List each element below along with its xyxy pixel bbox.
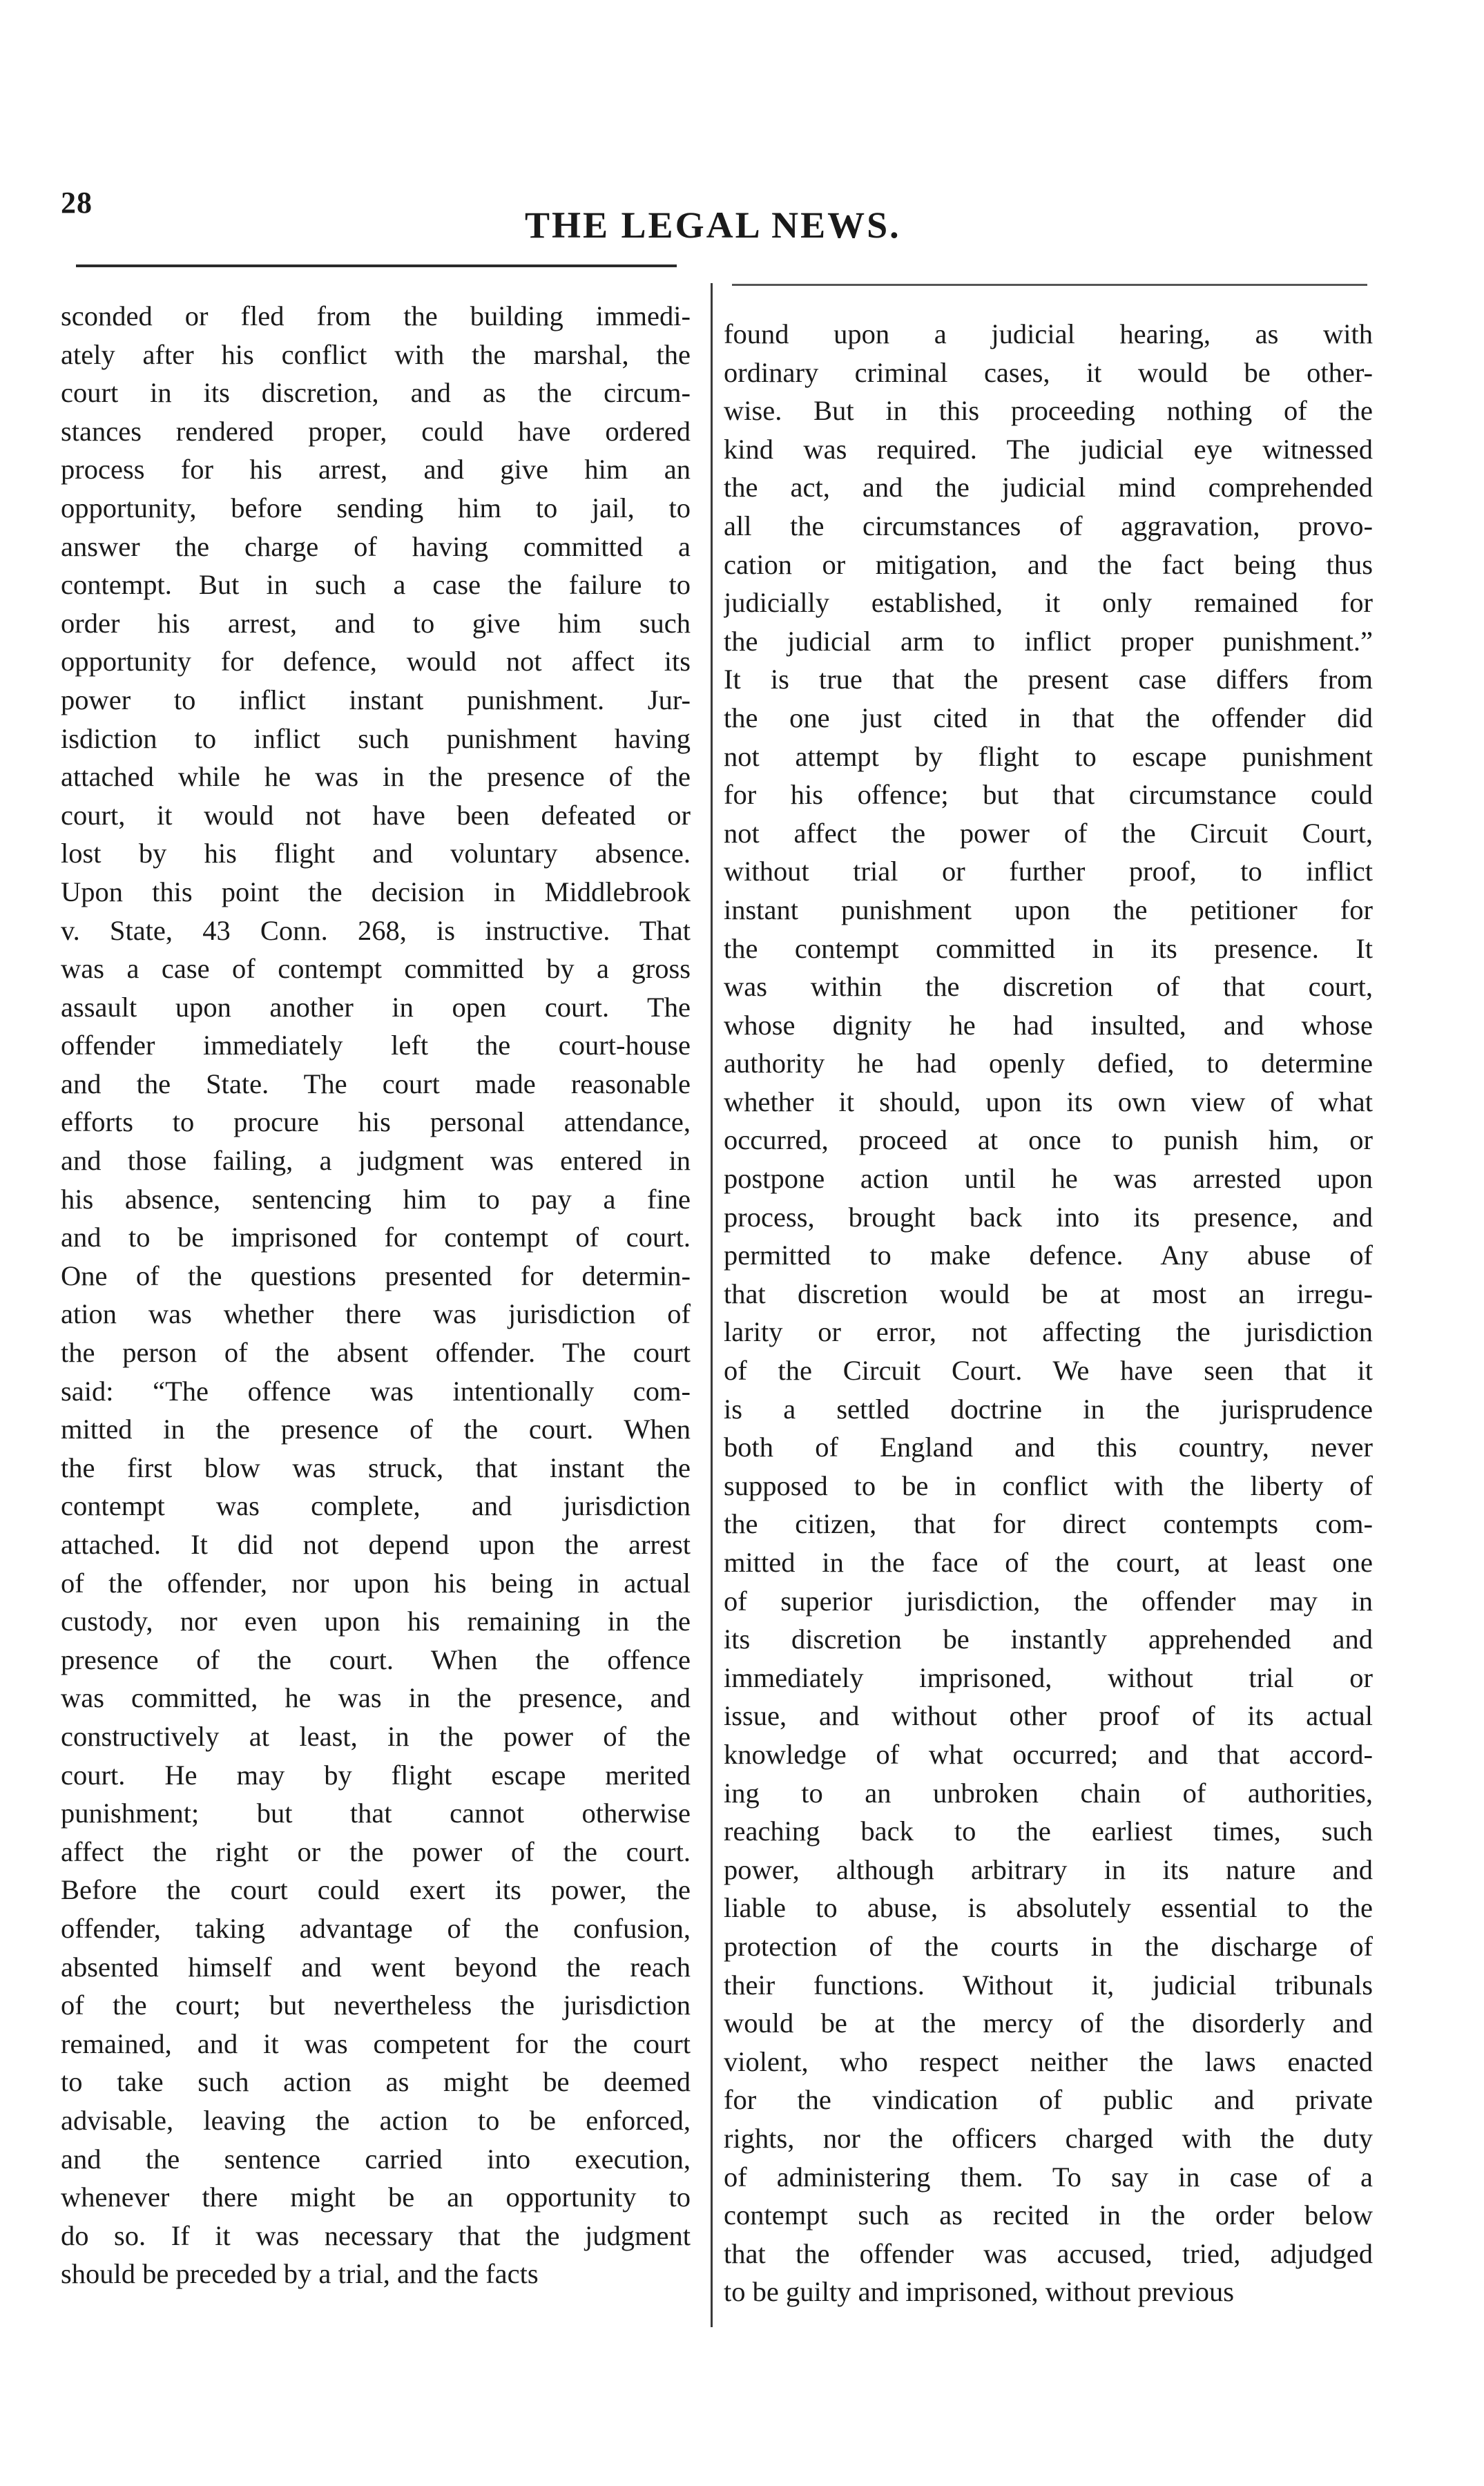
text-line: not attempt by flight to escape punishment: [724, 740, 1373, 772]
text-line: One of the questions presented for determin-: [61, 1260, 691, 1291]
text-line: order his arrest, and to give him such: [61, 607, 691, 639]
text-line: court, it would not have been defeated or: [61, 799, 691, 831]
text-line: protection of the courts in the discharge of: [724, 1930, 1373, 1962]
text-line: remained, and it was competent for the court: [61, 2027, 691, 2059]
text-line: its discretion be instantly apprehended and: [724, 1623, 1373, 1655]
text-line: ordinary criminal cases, it would be other-: [724, 356, 1373, 388]
text-line: instant punishment upon the petitioner for: [724, 894, 1373, 925]
text-line: whose dignity he had insulted, and whose: [724, 1009, 1373, 1041]
text-line: issue, and without other proof of its actual: [724, 1700, 1373, 1732]
text-line: that discretion would be at most an irregu-: [724, 1278, 1373, 1309]
text-line: rights, nor the officers charged with the duty: [724, 2122, 1373, 2154]
text-line: all the circumstances of aggravation, provo-: [724, 510, 1373, 541]
text-line: for the vindication of public and private: [724, 2084, 1373, 2116]
text-line: court in its discretion, and as the circum-: [61, 377, 691, 409]
text-line: custody, nor even upon his remaining in the: [61, 1606, 691, 1637]
text-line: the act, and the judicial mind comprehended: [724, 472, 1373, 503]
text-line: presence of the court. When the offence: [61, 1644, 691, 1675]
text-line: affect the right or the power of the court.: [61, 1835, 691, 1867]
text-line: Before the court could exert its power, the: [61, 1874, 691, 1906]
text-line: larity or error, not affecting the jurisdiction: [724, 1316, 1373, 1348]
text-line: contempt such as recited in the order below: [724, 2199, 1373, 2231]
text-line: sconded or fled from the building immedi-: [61, 300, 691, 331]
text-line: of superior jurisdiction, the offender may in: [724, 1585, 1373, 1617]
text-line: cation or mitigation, and the fact being thus: [724, 548, 1373, 580]
text-line: without trial or further proof, to inflict: [724, 856, 1373, 887]
text-line: wise. But in this proceeding nothing of the: [724, 395, 1373, 427]
text-line: process, brought back into its presence, and: [724, 1201, 1373, 1233]
text-line: mitted in the face of the court, at least one: [724, 1547, 1373, 1578]
text-line: judicially established, it only remained for: [724, 587, 1373, 619]
text-line: that the offender was accused, tried, adjudged: [724, 2237, 1373, 2269]
text-line: power to inflict instant punishment. Jur-: [61, 684, 691, 715]
text-line: stances rendered proper, could have ordered: [61, 415, 691, 447]
text-line: mitted in the presence of the court. When: [61, 1414, 691, 1445]
text-line: was a case of contempt committed by a gross: [61, 953, 691, 985]
text-line: attached. It did not depend upon the arrest: [61, 1529, 691, 1560]
text-line: found upon a judicial hearing, as with: [724, 318, 1373, 349]
text-line: to take such action as might be deemed: [61, 2066, 691, 2098]
text-line: the first blow was struck, that instant the: [61, 1452, 691, 1483]
text-line: liable to abuse, is absolutely essential to the: [724, 1892, 1373, 1924]
text-line: occurred, proceed at once to punish him, or: [724, 1124, 1373, 1156]
text-line: violent, who respect neither the laws enacted: [724, 2045, 1373, 2077]
text-line: is a settled doctrine in the jurisprudence: [724, 1393, 1373, 1425]
text-line: the judicial arm to inflict proper punishment.”: [724, 625, 1373, 657]
header-rule-right: [732, 284, 1367, 286]
text-line: whenever there might be an opportunity to: [61, 2181, 691, 2213]
right-column: [724, 315, 1373, 2311]
text-line: and the sentence carried into execution,: [61, 2143, 691, 2175]
text-line: immediately imprisoned, without trial or: [724, 1661, 1373, 1693]
text-line: postpone action until he was arrested upon: [724, 1163, 1373, 1195]
text-line: assault upon another in open court. The: [61, 991, 691, 1023]
text-line: ing to an unbroken chain of authorities,: [724, 1777, 1373, 1809]
text-line: should be preceded by a trial, and the facts: [61, 2258, 539, 2290]
text-line: absented himself and went beyond the reach: [61, 1951, 691, 1983]
text-line: offender immediately left the court-house: [61, 1030, 691, 1061]
text-line: contempt. But in such a case the failure to: [61, 569, 691, 601]
text-line: his absence, sentencing him to pay a fine: [61, 1183, 691, 1215]
text-line: permitted to make defence. Any abuse of: [724, 1240, 1373, 1271]
text-line: efforts to procure his personal attendance,: [61, 1106, 691, 1138]
text-line: offender, taking advantage of the confusion,: [61, 1912, 691, 1944]
running-head: THE LEGAL NEWS.: [525, 204, 901, 246]
text-line: opportunity for defence, would not affect its: [61, 646, 691, 677]
text-line: contempt was complete, and jurisdiction: [61, 1490, 691, 1522]
header-rule-left: [76, 264, 677, 267]
text-line: process for his arrest, and give him an: [61, 454, 691, 485]
text-line: would be at the mercy of the disorderly and: [724, 2007, 1373, 2039]
text-line: authority he had openly defied, to determine: [724, 1048, 1373, 1079]
text-line: isdiction to inflict such punishment having: [61, 722, 691, 754]
text-line: punishment; but that cannot otherwise: [61, 1798, 691, 1829]
text-line: the contempt committed in its presence. It: [724, 932, 1373, 964]
page-number: 28: [61, 186, 93, 220]
text-line: ately after his conflict with the marshal, the: [61, 338, 691, 370]
text-line: answer the charge of having committed a: [61, 530, 691, 562]
text-line: advisable, leaving the action to be enforced,: [61, 2104, 691, 2136]
text-line: said: “The offence was intentionally com-: [61, 1375, 691, 1407]
text-line: their functions. Without it, judicial tribunals: [724, 1969, 1373, 2001]
text-line: It is true that the present case differs from: [724, 664, 1373, 695]
text-line: both of England and this country, never: [724, 1432, 1373, 1463]
text-line: and those failing, a judgment was entered in: [61, 1145, 691, 1177]
text-line: supposed to be in conflict with the liberty of: [724, 1470, 1373, 1501]
text-line: reaching back to the earliest times, such: [724, 1815, 1373, 1847]
text-line: ation was whether there was jurisdiction of: [61, 1298, 691, 1330]
text-line: court. He may by flight escape merited: [61, 1759, 691, 1791]
text-line: and to be imprisoned for contempt of court.: [61, 1222, 691, 1253]
text-line: power, although arbitrary in its nature and: [724, 1853, 1373, 1885]
text-line: the one just cited in that the offender did: [724, 702, 1373, 733]
column-divider: [711, 283, 713, 2327]
text-line: opportunity, before sending him to jail, to: [61, 492, 691, 523]
text-line: to be guilty and imprisoned, without previous: [724, 2276, 1235, 2308]
text-line: and the State. The court made reasonable: [61, 1068, 691, 1099]
text-line: lost by his flight and voluntary absence.: [61, 838, 691, 869]
text-line: attached while he was in the presence of the: [61, 761, 691, 793]
text-line: not affect the power of the Circuit Court,: [724, 817, 1373, 849]
left-column: [61, 297, 691, 2293]
text-line: constructively at least, in the power of the: [61, 1720, 691, 1752]
text-line: Upon this point the decision in Middlebrook: [61, 876, 691, 907]
text-line: v. State, 43 Conn. 268, is instructive. That: [61, 914, 691, 946]
text-line: kind was required. The judicial eye witnessed: [724, 433, 1373, 465]
text-line: of the court; but nevertheless the jurisdiction: [61, 1989, 691, 2021]
text-line: the person of the absent offender. The court: [61, 1337, 691, 1369]
text-line: was within the discretion of that court,: [724, 971, 1373, 1003]
text-line: was committed, he was in the presence, and: [61, 1682, 691, 1714]
text-line: of the offender, nor upon his being in actual: [61, 1567, 691, 1599]
text-line: the citizen, that for direct contempts com-: [724, 1508, 1373, 1540]
text-line: for his offence; but that circumstance could: [724, 779, 1373, 811]
text-line: of the Circuit Court. We have seen that it: [724, 1355, 1373, 1387]
text-line: whether it should, upon its own view of what: [724, 1086, 1373, 1117]
text-line: do so. If it was necessary that the judgment: [61, 2219, 691, 2251]
text-line: of administering them. To say in case of a: [724, 2161, 1373, 2193]
text-line: knowledge of what occurred; and that accord-: [724, 1738, 1373, 1770]
